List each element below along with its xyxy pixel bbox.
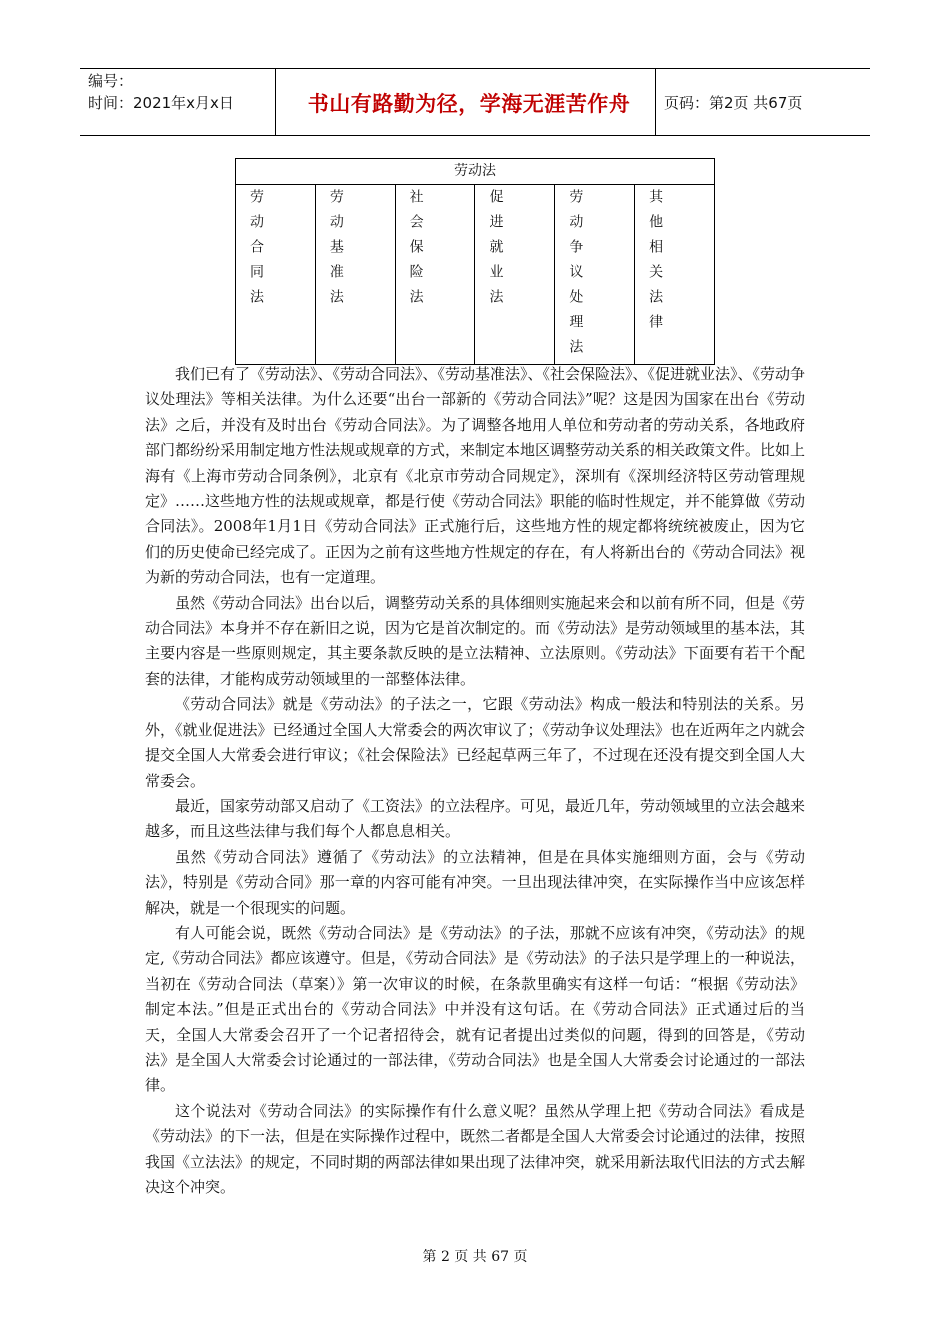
code-label: 编号： xyxy=(88,72,134,90)
column-label: 劳动合同法 xyxy=(248,189,264,314)
paragraph: 有人可能会说，既然《劳动合同法》是《劳动法》的子法，那就不应该有冲突，《劳动法》的规定,《劳动合同法》都应该遵守。但是，《劳动合同法》是《劳动法》的子法只是学理上的一种说法，当初在《劳动合同法（草案）》第一次审议的时候，在条款里确实有这样一句话：“根据《劳动法》制定本法。”但是正式出台的《劳动合同法》中并没有这句话。在《劳动合同法》正式通过后的当天，全国人大常委会召开了一个记者招待会，就有记者提出过类似的问题，得到的回答是，《劳动法》是全国人大常委会讨论通过的一部法律，《劳动合同法》也是全国人大常委会讨论通过的一部法律。 xyxy=(145,923,805,1095)
table-cell xyxy=(475,185,555,365)
column-label: 其他相关法律 xyxy=(647,189,664,339)
paragraph: 虽然《劳动合同法》出台以后，调整劳动关系的具体细则实施起来会和以前有所不同，但是《劳动合同法》本身并不存在新旧之说，因为它是首次制定的。而《劳动法》是劳动领域里的基本法，其主要内容是一些原则规定，其主要条款反映的是立法精神、立法原则。《劳动法》下面要有若干个配套的法律，才能构成劳动领域里的一部整体法律。 xyxy=(145,593,806,688)
paragraph: 《劳动合同法》就是《劳动法》的子法之一，它跟《劳动法》构成一般法和特别法的关系。另外，《就业促进法》已经通过全国人大常委会的两次审议了；《劳动争议处理法》也在近两年之内就会提交全国人大常委会进行审议；《社会保险法》已经起草两三年了，不过现在还没有提交到全国人大常委会。 xyxy=(145,695,806,790)
body-text xyxy=(145,362,805,1200)
column-label: 促进就业法 xyxy=(487,189,504,314)
labor-law-table xyxy=(235,158,715,365)
paragraph: 虽然《劳动合同法》遵循了《劳动法》的立法精神，但是在具体实施细则方面，会与《劳动法》，特别是《劳动合同》那一章的内容可能有冲突。一旦出现法律冲突，在实际操作当中应该怎样解决，就是一个很现实的问题。 xyxy=(145,847,805,917)
header-meta xyxy=(88,70,273,114)
header-bottom-rule xyxy=(80,135,870,136)
time-label: 时间：2021年x月x日 xyxy=(88,94,234,112)
header-divider-left xyxy=(275,68,276,136)
page-footer: 第 2 页 共 67 页 xyxy=(422,1249,528,1265)
header-motto: 书山有路勤为径，学海无涯苦作舟 xyxy=(307,92,631,116)
column-label: 劳动争议处理法 xyxy=(567,189,584,364)
paragraph: 这个说法对《劳动合同法》的实际操作有什么意义呢？虽然从学理上把《劳动合同法》看成是《劳动法》的下一法，但是在实际操作过程中，既然二者都是全国人大常委会讨论通过的法律，按照我国《立法法》的规定，不同时期的两部法律如果出现了法律冲突，就采用新法取代旧法的方式去解决这个冲突。 xyxy=(145,1101,806,1196)
table-cell xyxy=(555,185,635,365)
header-divider-right xyxy=(655,68,656,136)
table-cell xyxy=(635,185,715,365)
column-label: 劳动基准法 xyxy=(327,189,344,314)
table-title: 劳动法 xyxy=(236,159,715,185)
table-cell xyxy=(315,185,395,365)
header-page-info: 页码：第2页 共67页 xyxy=(664,94,803,112)
column-label: 社会保险法 xyxy=(407,189,424,314)
table-cell xyxy=(395,185,475,365)
paragraph: 我们已有了《劳动法》、《劳动合同法》、《劳动基准法》、《社会保险法》、《促进就业法》、《劳动争议处理法》等相关法律。为什么还要“出台一部新的《劳动合同法》”呢？这是因为国家在出台《劳动法》之后，并没有及时出台《劳动合同法》。为了调整各地用人单位和劳动者的劳动关系，各地政府部门都纷纷采用制定地方性法规或规章的方式，来制定本地区调整劳动关系的相关政策文件。比如上海有《上海市劳动合同条例》，北京有《北京市劳动合同规定》，深圳有《深圳经济特区劳动管理规定》……这些地方性的法规或规章，都是行使《劳动合同法》职能的临时性规定，并不能算做《劳动合同法》。2008年1月1日《劳动合同法》正式施行后，这些地方性的规定都将统统被废止，因为它们的历史使命已经完成了。正因为之前有这些地方性规定的存在，有人将新出台的《劳动合同法》视为新的劳动合同法，也有一定道理。 xyxy=(145,365,806,587)
header-top-rule xyxy=(80,68,870,69)
paragraph: 最近，国家劳动部又启动了《工资法》的立法程序。可见，最近几年，劳动领域里的立法会越来越多，而且这些法律与我们每个人都息息相关。 xyxy=(145,796,806,841)
table-cell xyxy=(236,185,316,365)
